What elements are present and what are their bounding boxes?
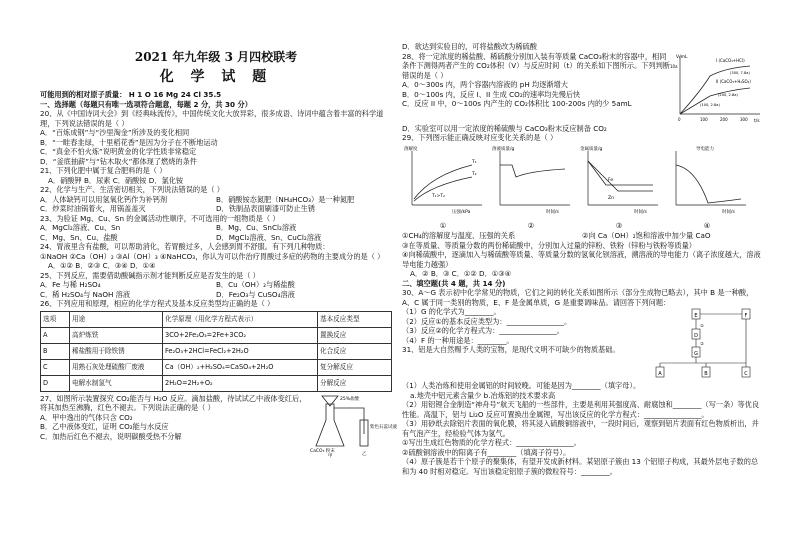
table-cell: A	[41, 327, 70, 343]
table-row	[41, 343, 392, 359]
q29-options: A．② B．③ C．①② D．①③④	[410, 269, 512, 278]
graph-2	[490, 145, 572, 219]
table-cell: 用熟石灰处理硫酸厂废液	[70, 359, 163, 375]
q31-part2: （2）用铝锂合金制造“神舟号”航天飞船的一些部件，主要是利用其强度高、耐腐蚀和________（写一条）等优良性能。高温下，铝与 Li₂O 反应可置换出金属锂，写出该反应的化学方程式：________________。	[402, 400, 760, 419]
flow-box-label: C	[744, 371, 748, 377]
graph-4	[666, 145, 748, 219]
table-header-cell: 用途	[70, 311, 163, 327]
graph-numbers	[402, 221, 762, 231]
table-cell: B	[41, 343, 70, 359]
q27-option-c: C．加热后红色不褪去，说明碳酸受热不分解	[40, 431, 182, 441]
q20-option-c: C．“真金不怕火炼”说明黄金的化学性质非常稳定	[40, 147, 197, 157]
q23-option-b: B．Mg、Cu、SnCl₂溶液	[216, 223, 297, 233]
table-cell: 3CO+2Fe₂O₃=2Fe+3CO₂	[163, 327, 318, 343]
q25-options-row1	[40, 280, 392, 290]
table-cell: 高炉炼铁	[70, 327, 163, 343]
section1-heading: 一、选择题（每题只有唯一选项符合题意，每题 2 分，共 30 分）	[40, 99, 252, 109]
curve-2	[680, 88, 750, 114]
q23-options-row1	[40, 223, 392, 233]
series-label: T₁	[472, 159, 477, 165]
table-header-cell: 基本反应类型	[318, 311, 392, 327]
table-cell: 复分解反应	[318, 359, 392, 375]
table-row	[41, 359, 392, 375]
q29-desc-1: ①CH₄的溶解度与温度、压强的关系	[402, 231, 516, 240]
q25-options-row2	[40, 290, 392, 300]
table-row	[41, 327, 392, 343]
table-cell: 电解水制氢气	[70, 375, 163, 391]
q20-option-a: A．“百炼成钢”与“沙里淘金”所涉及的变化相同	[40, 128, 190, 138]
q29-desc-3: ③在等质量、等质量分数的两份稀硫酸中，分别加入过量的锌粉、铁粉（锌粉与铁粉等质量）	[402, 240, 696, 250]
q29-desc-4: ④向稀硫酸中，逐滴加入与稀硫酸等质量、等质量分数的氢氧化钡溶液，溯溶液的导电能力（离子浓度越大，溶液导电能力越强）	[402, 250, 761, 269]
q25-option-c: C．稀 H₂SO₄与 NaOH 溶液	[40, 289, 131, 299]
flow-step-number: ②	[700, 341, 704, 346]
q26-table	[40, 311, 392, 392]
table-cell: 稀盐酸用于除铁锈	[70, 343, 163, 359]
x-tick-label: 200	[720, 116, 728, 122]
series-label: Fe	[608, 177, 614, 183]
q29-desc-2: ②向 Ca（OH）₂饱和溶液中加少量 CaO	[582, 231, 711, 240]
x-label: 压强/kPa	[452, 209, 471, 215]
right-column	[402, 42, 762, 476]
q31-part3a: ①写出生成红色物质的化学方程式：________________。	[402, 438, 581, 447]
y-label: 溶解度	[404, 146, 418, 152]
curve	[588, 161, 653, 185]
graph-10a-label: 10a	[670, 63, 678, 69]
q22-options-row2	[40, 204, 392, 214]
q31-part1: （1）人类冶炼和使用金属铝的时间较晚。可能是因为________（填字母）。	[402, 381, 641, 390]
graph-3	[578, 145, 660, 219]
q23-text: 23、为验证 Mg、Cu、Sn 的金属活动性顺序，不可选用的一组物质是（ ）	[40, 213, 280, 223]
fig-acid-label: 25%盐酸	[340, 396, 360, 402]
q28-graph	[670, 52, 762, 124]
graph-t-label: t/s	[754, 118, 760, 124]
x-label: 时间/s	[546, 209, 559, 215]
q27-option-b: B．乙中液体变红，证明 CO₂能与水反应	[40, 422, 169, 432]
q28-text-block	[402, 52, 670, 124]
funnel-shape	[322, 396, 338, 406]
q24-text-2: ①NaOH ②Ca（OH）₂ ③Al（OH）₃ ④NaHCO₃，你认为可以作治疗胃酸过多症的药物的主要成分的是（ ）	[40, 251, 385, 261]
q27-option-d: D．欲达到实验目的，可将盐酸改为稀硫酸	[402, 42, 537, 51]
q30-flow-diagram	[642, 307, 762, 381]
flow-box-label: G	[694, 351, 698, 357]
y-label: 导电能力	[696, 146, 714, 152]
fig-litmus-label: 紫色石蕊试液	[370, 424, 397, 430]
q27-block	[40, 393, 397, 459]
q28-option-a: A．0～300s 内，两个容器内溶液的 pH 均逐渐增大	[402, 80, 568, 89]
note-label: T₁>T₂	[432, 193, 445, 199]
q25-option-d: D．Fe₂O₃与 CuSO₄溶液	[216, 289, 295, 299]
point-2-label: (200, 2.8a)	[718, 92, 738, 97]
table-cell: D	[41, 375, 70, 391]
flow-box-label: F	[744, 313, 748, 319]
flow-box-label: D	[694, 333, 698, 339]
q30-block	[402, 307, 762, 381]
table-cell: 分解反应	[318, 375, 392, 391]
q22-option-c: C．炒菜时油锅着火，用锅盖盖灭	[40, 204, 146, 214]
flow-box-label: E	[694, 313, 698, 319]
x-tick-label: 300	[740, 116, 748, 122]
q31-part1-options: a.地壳中铝元素含量少 b.冶炼铝的技术要求高	[410, 390, 556, 400]
q23-option-d: D．MgCl₂溶液、Sn、CuCl₂溶液	[216, 232, 322, 242]
q22-options-row1	[40, 195, 392, 205]
graph-number: ②	[527, 220, 535, 230]
table-header-cell: 化学原理（用化学方程式表示）	[163, 311, 318, 327]
q23-option-a: A．MgCl₂溶液、Cu、Sn	[40, 223, 121, 233]
q29-desc-row	[402, 231, 762, 241]
left-column	[40, 50, 397, 459]
q21-options: A．硝酸钾 B．尿素 C．硝酸铵 D．氯化铵	[48, 175, 184, 185]
q27-text-block	[40, 394, 308, 458]
graph-number: ④	[703, 220, 711, 230]
table-cell: Ca（OH）₂+H₂SO₄=CaSO₄+2H₂O	[163, 359, 318, 375]
curve-1-label: I (CaCO₃+HCl)	[716, 57, 745, 63]
table-row	[41, 375, 392, 391]
graph-v-label: V/mL	[676, 54, 688, 60]
q23-options-row2	[40, 233, 392, 243]
q31-part4: （4）原子簇是若干个原子的聚集体，有望开发成新材料。某铝原子簇由 13 个铝原子构成，其最外层电子数的总和为 40 时相对稳定。写出该稳定铝原子簇的微粒符号：________。	[402, 457, 759, 476]
exam-subject: 化 学 试 题	[159, 68, 273, 85]
graph-number: ①	[439, 220, 447, 230]
q31-text: 31、铝是大自然赐予人类的宝物，是现代文明不可缺少的物质基础。	[402, 345, 620, 354]
apparatus-diagram	[308, 394, 397, 459]
q30-part1: （1）G 的化学式为________。	[402, 307, 501, 316]
x-tick-label: 100	[700, 116, 708, 122]
delivery-tube	[334, 408, 364, 434]
table-header-row	[41, 311, 392, 327]
q22-option-b: B．硝酸铵态氮肥（NH₄HCO₃）是一种氮肥	[216, 194, 355, 204]
q29-text: 29、下列图示能正确反映对应变化关系的是（ ）	[402, 133, 558, 142]
x-label: 时间/s	[722, 209, 735, 215]
q26-text: 26、下列应用和原理，相应的化学方程式及基本反应类型均正确的是（ ）	[40, 299, 275, 309]
q29-graphs	[402, 145, 762, 219]
fig-jia-label: 甲	[328, 453, 333, 459]
series-label: T₂	[472, 171, 477, 177]
series-label: Zn	[608, 195, 614, 201]
curve	[500, 165, 565, 177]
q27-option-a: A．甲中逸出的气体只含 CO₂	[40, 412, 133, 422]
q25-option-a: A．Fe 与稀 H₂SO₄	[40, 280, 101, 290]
graph-1	[402, 145, 484, 219]
q20-option-d: D．“釜底抽薪”与“钻木取火”都体现了燃烧的条件	[40, 156, 197, 166]
q22-option-d: D．铁制品表面刷漆可防止生锈	[216, 204, 315, 214]
q30-part4: （4）F 的一种用途是：________。	[402, 335, 514, 345]
point-1-label: (300, 7.8a)	[730, 70, 750, 75]
q25-text: 25、下列反应，需要借助酸碱指示剂才能判断反应是否发生的是（ ）	[40, 270, 260, 280]
graph-number: ③	[615, 220, 623, 230]
q30-part2: （2）反应①的基本反应类型为：________________。	[402, 316, 572, 326]
q28-option-d: D．实验室可以用一定浓度的稀硫酸与 CaCO₃粉末反应制备 CO₂	[402, 123, 607, 133]
flow-step-number: ①	[700, 323, 704, 328]
fig-caco3-label: CaCO₃ 粉末	[310, 448, 335, 454]
q30-part3: （3）反应②的化学方程式为：________________。	[402, 326, 564, 335]
exam-title: 2021 年九年级 3 月四校联考	[134, 50, 298, 64]
q20-option-b: B．“一畦春韭绿，十里稻花香”是因为分子在不断地运动	[40, 137, 218, 147]
q23-option-c: C．Mg、Sn、Cu、盐酸	[40, 232, 118, 242]
curve	[588, 161, 653, 191]
q25-option-b: B．Cu（OH）₂与稀盐酸	[216, 280, 295, 290]
q28-option-c: C．反应 II 中，0～100s 内产生的 CO₂体积比 100-200s 内的少 5amL	[402, 99, 632, 108]
q22-option-a: A．人体缺钙可以用氢氧化钙作为补钙剂	[40, 194, 168, 204]
y-label: 金属质量/g	[580, 146, 603, 152]
curve	[676, 165, 741, 203]
q24-options: A．①② B．②③ C．③④ D．①④	[48, 261, 156, 271]
flow-box-label: A	[658, 371, 662, 377]
y-label: 溶液质量/g	[492, 146, 515, 152]
q24-text: 24、胃液里含有盐酸，可以帮助消化，若胃酸过多，人会感到胃不舒服。有下列几种物质：	[40, 242, 330, 252]
x-label: 时间/s	[634, 209, 647, 215]
flask-shape	[316, 404, 344, 446]
atomic-masses: 可能用到的相对原子质量： H 1 O 16 Mg 24 Cl 35.5	[40, 90, 222, 100]
q30-answers	[402, 307, 642, 381]
table-cell: Fe₂O₃+2HCl=FeCl₂+2H₂O	[163, 343, 318, 359]
q28-option-b: B．0～100s 内，反应 I、II 生成 CO₂的速率均先慢后快	[402, 89, 581, 99]
q27-text: 27、如图所示装置探究 CO₂能否与 H₂O 反应。滴加盐酸，待试试乙中液体变红后，将其加热至沸腾，红色不褪去。下列说法正确的是（ ）	[40, 393, 307, 413]
table-cell: C	[41, 359, 70, 375]
q31-part3b: ②硫酸铜溶液中的阳离子有________（填离子符号）。	[402, 447, 571, 457]
x-tick-label: 0	[678, 116, 681, 122]
point-3-label: (100, 2.8a)	[700, 102, 720, 107]
curve-2-label: II (CaCO₃+H₂SO₄)	[716, 78, 751, 84]
q22-text: 22、化学与生产、生活密切相关，下列说法错误的是（ ）	[40, 185, 224, 195]
fig-yi-label: 乙	[362, 451, 367, 457]
flow-box-label: B	[704, 371, 708, 377]
table-cell: 2H₂O=2H₂+O₂	[163, 375, 318, 391]
table-cell: 置换反应	[318, 327, 392, 343]
q20-text: 20、从《中国诗词大会》到《经典咏流传》，中国传统文化大放异彩，很多成语、诗词中蕴含着丰富的科学道理，下列说法错误的是（ ）	[40, 109, 384, 128]
table-cell: 化合反应	[318, 343, 392, 359]
q28-text: 28、将一定浓度的稀盐酸、稀硫酸分别加入装有等质量 CaCO₃粉末的容器中，相同条件下测得两者产生的 CO₂体积（V）与反应时间（t）的关系如下图所示。下列判断错误的是（ ）	[402, 51, 670, 80]
section2-heading: 二、填空题(共 4 题，共 14 分)	[402, 278, 506, 288]
q28-block	[402, 52, 762, 124]
q30-text: 30、A～G 表示初中化学常见的物质，它们之间的转化关系如图所示（部分生成物已略去），其中 B 是一种酸，A、C 属于同一类别的物质，E、F 是金属单质，G 是重要调味品。请回答下列问题：	[402, 288, 754, 307]
table-header-cell: 选项	[41, 311, 70, 327]
q31-part3: （3）用砂纸去除铝片表面的氧化膜，将其浸入硫酸铜溶液中，一段时间后，观察到铝片表面有红色物质析出，并有气泡产生，经检验气体为氢气。	[402, 419, 759, 438]
q21-text: 21、下列化肥中属于复合肥料的是（ ）	[40, 166, 167, 176]
